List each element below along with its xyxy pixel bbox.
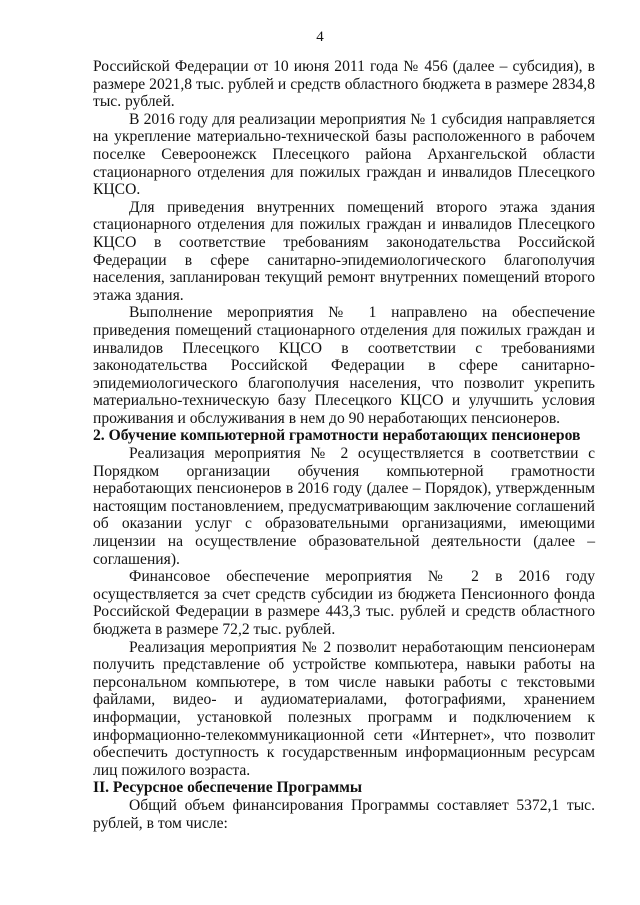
paragraph: Для приведения внутренних помещений второго этажа здания стационарного отделения для пожилых граждан и инвалидов Плесецкого КЦСО в соответствие требованиям законодательства Российской Федерации в сфере санитарно-эпидемиологического благополучия населения, запланирован текущий ремонт внутренних помещений второго этажа здания. — [93, 198, 595, 304]
paragraph: В 2016 году для реализации мероприятия № 1 субсидия направляется на укрепление материально-технической базы расположенного в рабочем поселке Североонежск Плесецкого района Архангельской области стационарного отделения для пожилых граждан и инвалидов Плесецкого КЦСО. — [93, 110, 595, 199]
section-heading-computer-literacy: 2. Обучение компьютерной грамотности неработающих пенсионеров — [93, 427, 581, 445]
document-body — [93, 58, 595, 832]
section-heading-resource-support: II. Ресурсное обеспечение Программы — [93, 779, 363, 797]
paragraph: Реализация мероприятия № 2 осуществляется в соответствии с Порядком организации обучения компьютерной грамотности неработающих пенсионеров в 2016 году (далее – Порядок), утвержденным настоящим постановлением, предусматривающим заключение соглашений об оказании услуг с образовательными организациями, имеющими лицензии на осуществление образовательной деятельности (далее – соглашения). — [93, 445, 595, 568]
paragraph: Финансовое обеспечение мероприятия № 2 в 2016 году осуществляется за счет средств субсидии из бюджета Пенсионного фонда Российской Федерации в размере 443,3 тыс. рублей и средств областного бюджета в размере 72,2 тыс. рублей. — [93, 568, 595, 638]
paragraph-continuation: Российской Федерации от 10 июня 2011 года № 456 (далее – субсидия), в размере 2021,8 тыс. рублей и средств областного бюджета в размере 2834,8 тыс. рублей. — [93, 58, 595, 111]
paragraph: Общий объем финансирования Программы составляет 5372,1 тыс. рублей, в том числе: — [93, 796, 595, 832]
paragraph: Реализация мероприятия № 2 позволит неработающим пенсионерам получить представление об устройстве компьютера, навыки работы на персональном компьютере, в том числе навыки работы с текстовыми файлами, видео- и аудиоматериалами, фотографиями, хранением информации, установкой полезных программ и подключением к информационно-телекоммуникационной сети «Интернет», что позволит обеспечить доступность к государственным информационным ресурсам лиц пожилого возраста. — [93, 638, 595, 779]
paragraph: Выполнение мероприятия № 1 направлено на обеспечение приведения помещений стационарного отделения для пожилых граждан и инвалидов Плесецкого КЦСО в соответствии с требованиями законодательства Российской Федерации в сфере санитарно-эпидемиологического благополучия населения, что позволит укрепить материально-техническую базу Плесецкого КЦСО и улучшить условия проживания и обслуживания в нем до 90 неработающих пенсионеров. — [93, 304, 595, 427]
page-number: 4 — [316, 29, 324, 45]
